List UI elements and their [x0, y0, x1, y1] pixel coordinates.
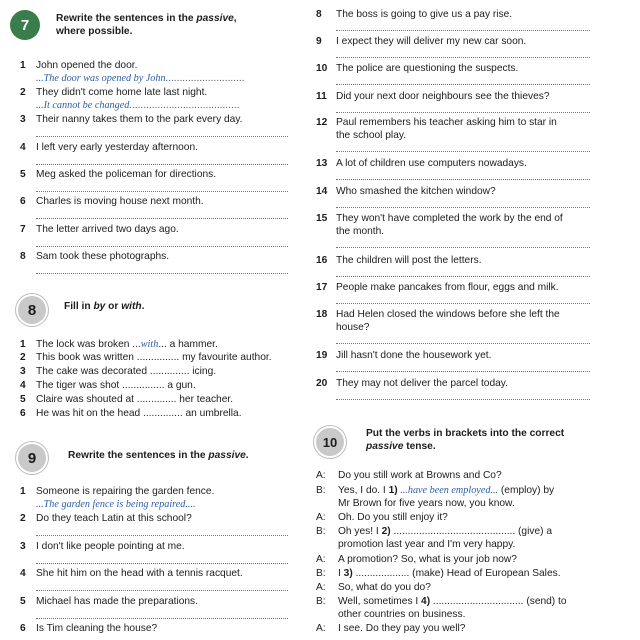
exercise-10-title: Put the verbs in brackets into the correct passive tense.: [366, 428, 565, 452]
answer-line[interactable]: [36, 246, 288, 247]
exercise-8-header: [16, 294, 144, 326]
dialogue-line-cont: Mr Brown for five years now, you know.: [338, 498, 515, 509]
item-sentence: They may not deliver the parcel today.: [336, 378, 508, 389]
answer-line[interactable]: [336, 57, 590, 58]
item-sentence: Who smashed the kitchen window?: [336, 186, 496, 197]
item-sentence: The letter arrived two days ago.: [36, 224, 179, 235]
answer-line[interactable]: [336, 276, 590, 277]
item-sentence: They didn't come home late last night.: [36, 87, 208, 98]
item-sentence: Meg asked the policeman for directions.: [36, 169, 217, 180]
answer-line[interactable]: [36, 218, 288, 219]
dialogue-line[interactable]: [338, 595, 567, 608]
dialogue-text: Well, sometimes I: [338, 596, 422, 607]
item-sentence: Their nanny takes them to the park every day.: [36, 114, 243, 125]
item-number: 6: [20, 408, 26, 419]
answer-line[interactable]: [336, 207, 590, 208]
item-number: 11: [316, 91, 327, 102]
dialogue-line[interactable]: [338, 525, 552, 538]
dialogue-text: Yes, I do. I: [338, 485, 389, 496]
dialogue-text: I: [338, 568, 344, 579]
answer-text: [36, 99, 239, 112]
item-sentence: Paul remembers his teacher asking him to star in: [336, 117, 557, 128]
answer-line[interactable]: [36, 273, 288, 274]
dialogue-text-end: ................................ (send) to: [430, 596, 567, 607]
item-number: 4: [20, 568, 26, 579]
answer-line[interactable]: [36, 535, 288, 536]
item-sentence: I expect they will deliver my new car soon.: [336, 36, 527, 47]
speaker-label: A:: [316, 582, 326, 593]
exercise-9-title: Rewrite the sentences in the passive.: [68, 450, 249, 461]
item-number: 2: [20, 87, 26, 98]
exercise-8-title: Fill in by or with.: [64, 301, 145, 312]
answer-line[interactable]: [336, 112, 590, 113]
item-sentence: Had Helen closed the windows before she left the: [336, 309, 560, 320]
item-sentence[interactable]: [36, 338, 218, 351]
item-number: 1: [20, 339, 26, 350]
item-sentence: People make pancakes from flour, eggs and milk.: [336, 282, 559, 293]
sentence-start: Claire was shouted at .............. her teacher.: [36, 394, 234, 405]
answer-value: with: [140, 339, 159, 350]
speaker-label: A:: [316, 470, 326, 481]
answer-dots: ...........................: [168, 73, 245, 84]
answer-value: ...have been employed...: [397, 485, 499, 496]
exercise-8-badge: 8: [16, 294, 48, 326]
item-number: 8: [316, 9, 322, 20]
exercise-7-title: Rewrite the sentences in the passive, where possible.: [56, 13, 237, 37]
answer-line[interactable]: [336, 30, 590, 31]
item-number: 4: [20, 380, 26, 391]
item-number: 3: [20, 366, 26, 377]
item-sentence[interactable]: [36, 379, 196, 392]
item-number: 13: [316, 158, 328, 169]
item-number: 2: [20, 513, 26, 524]
sentence-start: The tiger was shot ............... a gun.: [36, 380, 196, 391]
answer-line[interactable]: [36, 618, 288, 619]
answer-value: ...It cannot be changed.: [36, 100, 132, 111]
item-number: 1: [20, 486, 26, 497]
dialogue-line-cont: other countries on business.: [338, 609, 466, 620]
item-sentence: The boss is going to give us a pay rise.: [336, 9, 513, 20]
item-number: 19: [316, 350, 328, 361]
item-number: 1: [20, 60, 26, 71]
speaker-label: A:: [316, 512, 326, 523]
item-sentence[interactable]: [36, 393, 233, 406]
exercise-10-header: [314, 426, 564, 458]
dialogue-line: Oh. Do you still enjoy it?: [338, 512, 448, 523]
dialogue-text-end: ........................................... (give) a: [390, 526, 553, 537]
speaker-label: B:: [316, 526, 326, 537]
dialogue-line[interactable]: [338, 484, 554, 497]
speaker-label: B:: [316, 568, 326, 579]
dialogue-text-end: (employ) by: [498, 485, 555, 496]
exercise-9-header: [16, 442, 249, 474]
dialogue-line-cont: promotion last year and I'm very happy.: [338, 539, 516, 550]
dialogue-line: I see. Do they pay you well?: [338, 623, 466, 634]
exercise-7-badge: 7: [10, 10, 40, 40]
answer-value: ...The door was opened by John.: [36, 73, 169, 84]
item-number: 7: [20, 224, 26, 235]
answer-line[interactable]: [336, 399, 590, 400]
answer-line[interactable]: [36, 590, 288, 591]
answer-line[interactable]: [36, 563, 288, 564]
gap-number: 1): [388, 485, 398, 496]
dialogue-text-end: ................... (make) Head of European Sales.: [352, 568, 561, 579]
answer-line[interactable]: [336, 303, 590, 304]
item-sentence: Do they teach Latin at this school?: [36, 513, 192, 524]
item-number: 4: [20, 142, 26, 153]
item-number: 10: [316, 63, 328, 74]
item-sentence: They won't have completed the work by the end of: [336, 213, 563, 224]
item-number: 2: [20, 352, 26, 363]
gap-number: 4): [421, 596, 431, 607]
sentence-start: He was hit on the head .............. an umbrella.: [36, 408, 242, 419]
item-number: 15: [316, 213, 328, 224]
item-sentence: The police are questioning the suspects.: [336, 63, 519, 74]
answer-line[interactable]: [336, 371, 590, 372]
sentence-start: This book was written ............... my favourite author.: [36, 352, 272, 363]
answer-text: ...The garden fence is being repaired....: [36, 499, 196, 510]
item-sentence: John opened the door.: [36, 60, 138, 71]
item-sentence: Did your next door neighbours see the thieves?: [336, 91, 550, 102]
item-sentence-cont: the month.: [336, 226, 385, 237]
answer-line[interactable]: [336, 179, 590, 180]
item-number: 5: [20, 169, 26, 180]
item-sentence: I don't like people pointing at me.: [36, 541, 185, 552]
item-number: 8: [20, 251, 26, 262]
item-sentence[interactable]: [36, 407, 242, 420]
item-sentence-cont: the school play.: [336, 130, 407, 141]
exercise-10-badge: 10: [314, 426, 346, 458]
sentence-start: The lock was broken ...: [36, 339, 141, 350]
item-number: 17: [316, 282, 328, 293]
answer-line[interactable]: [336, 84, 590, 85]
item-sentence: The children will post the letters.: [336, 255, 482, 266]
item-sentence: Charles is moving house next month.: [36, 196, 204, 207]
speaker-label: A:: [316, 554, 326, 565]
speaker-label: B:: [316, 485, 326, 496]
answer-line[interactable]: [36, 136, 288, 137]
item-number: 14: [316, 186, 328, 197]
item-number: 3: [20, 114, 26, 125]
item-number: 16: [316, 255, 328, 266]
speaker-label: B:: [316, 596, 326, 607]
dialogue-line: So, what do you do?: [338, 582, 431, 593]
item-number: 6: [20, 623, 26, 634]
exercise-9-badge: 9: [16, 442, 48, 474]
item-sentence: Jill hasn't done the housework yet.: [336, 350, 492, 361]
sentence-start: The cake was decorated .............. icing.: [36, 366, 217, 377]
item-number: 18: [316, 309, 328, 320]
item-sentence: I left very early yesterday afternoon.: [36, 142, 198, 153]
item-number: 6: [20, 196, 26, 207]
dialogue-line: A promotion? So, what is your job now?: [338, 554, 517, 565]
answer-dots: ......................................: [131, 100, 240, 111]
gap-number: 3): [343, 568, 353, 579]
exercise-7-header: [10, 10, 237, 40]
answer-line[interactable]: [336, 151, 590, 152]
item-sentence[interactable]: [36, 365, 216, 378]
item-number: 5: [20, 596, 26, 607]
item-sentence: Is Tim cleaning the house?: [36, 623, 158, 634]
item-number: 9: [316, 36, 322, 47]
answer-line[interactable]: [36, 191, 288, 192]
answer-line[interactable]: [336, 247, 590, 248]
dialogue-line: Do you still work at Browns and Co?: [338, 470, 502, 481]
answer-text: [36, 72, 245, 85]
speaker-label: A:: [316, 623, 326, 634]
item-number: 20: [316, 378, 328, 389]
dialogue-text: Oh yes! I: [338, 526, 382, 537]
sentence-end: ... a hammer.: [158, 339, 218, 350]
dialogue-line[interactable]: [338, 567, 561, 580]
item-sentence: Sam took these photographs.: [36, 251, 170, 262]
item-sentence-cont: house?: [336, 322, 370, 333]
answer-line[interactable]: [336, 343, 590, 344]
item-sentence: A lot of children use computers nowadays.: [336, 158, 527, 169]
item-sentence: Someone is repairing the garden fence.: [36, 486, 215, 497]
item-number: 5: [20, 394, 26, 405]
item-sentence[interactable]: [36, 351, 272, 364]
answer-line[interactable]: [36, 164, 288, 165]
item-sentence: Michael has made the preparations.: [36, 596, 198, 607]
item-number: 12: [316, 117, 328, 128]
gap-number: 2): [381, 526, 391, 537]
item-sentence: She hit him on the head with a tennis racquet.: [36, 568, 243, 579]
item-number: 3: [20, 541, 26, 552]
